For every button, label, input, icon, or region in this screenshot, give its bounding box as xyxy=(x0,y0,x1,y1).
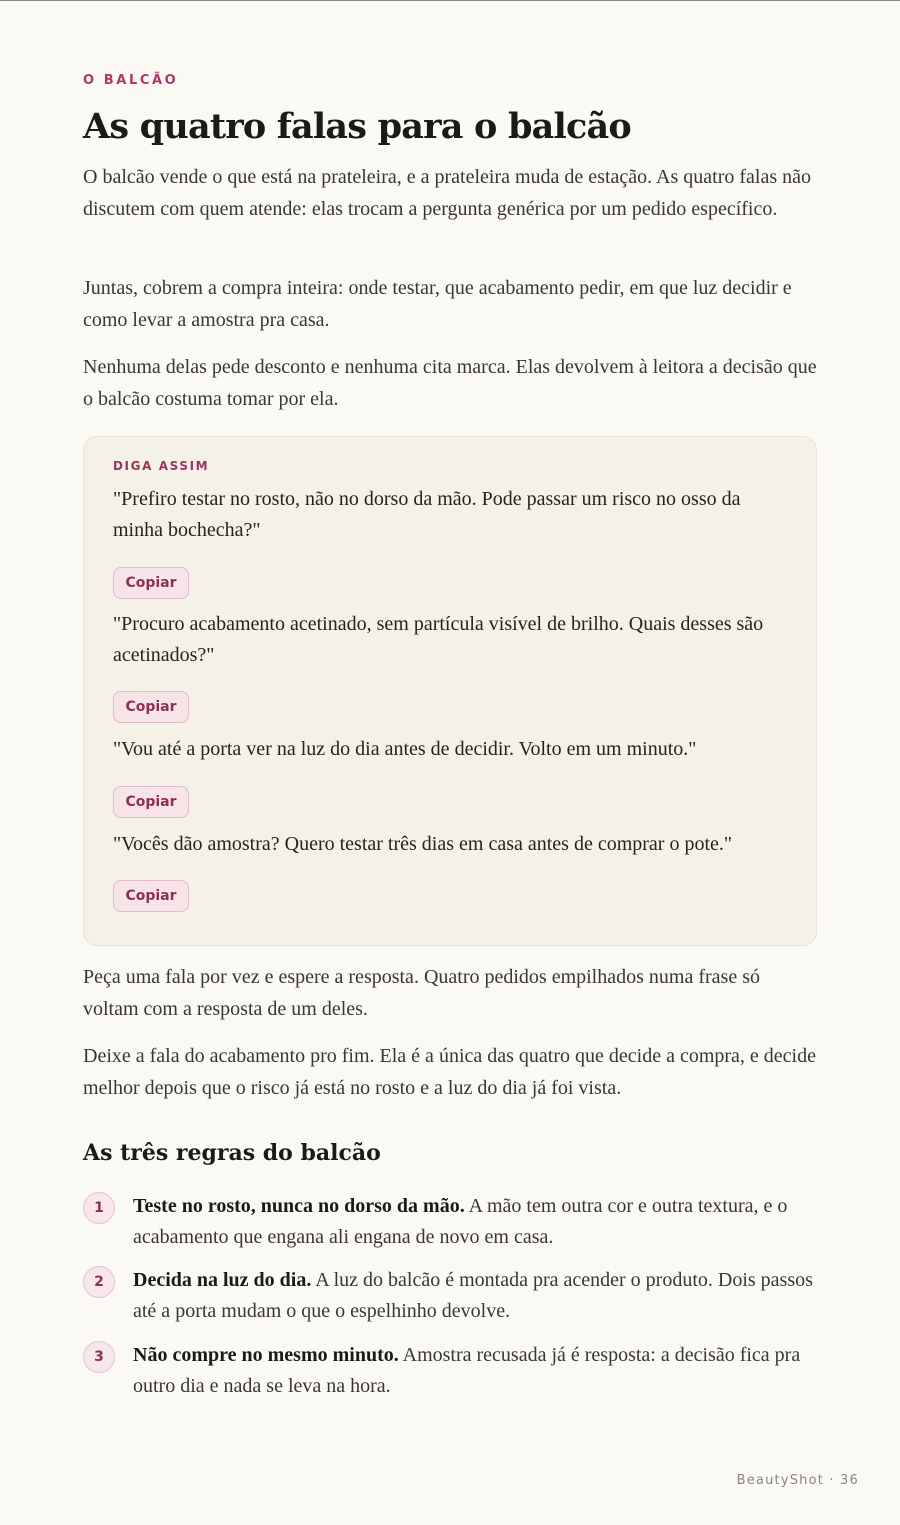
rule-number-badge: 1 xyxy=(83,1192,115,1224)
rule-title: Não compre no mesmo minuto. xyxy=(133,1344,399,1366)
rule-number-badge: 2 xyxy=(83,1266,115,1298)
rule-body: Amostra recusada já é resposta: a decisão fica pra outro dia e nada se leva na hora. xyxy=(133,1344,801,1397)
copy-button[interactable]: Copiar xyxy=(113,880,189,912)
body-paragraph: Peça uma fala por vez e espere a resposta. Quatro pedidos empilhados numa frase só voltam com a resposta de um deles. xyxy=(83,966,760,1020)
rules-heading: As três regras do balcão xyxy=(83,1140,381,1166)
phrase-text: "Vou até a porta ver na luz do dia antes de decidir. Volto em um minuto." xyxy=(113,738,697,760)
copy-button[interactable]: Copiar xyxy=(113,567,189,599)
say-this-callout xyxy=(83,436,817,946)
rule-text xyxy=(133,1265,817,1327)
top-border xyxy=(0,0,900,1)
phrase-text: "Vocês dão amostra? Quero testar três dias em casa antes de comprar o pote." xyxy=(113,833,733,855)
phrase-text: "Procuro acabamento acetinado, sem partícula visível de brilho. Quais desses são acetinados?" xyxy=(113,613,764,666)
rule-number-badge: 3 xyxy=(83,1341,115,1373)
callout-label: DIGA ASSIM xyxy=(113,459,210,473)
rule-title: Teste no rosto, nunca no dorso da mão. xyxy=(133,1195,465,1217)
section-eyebrow: O BALCÃO xyxy=(83,73,179,88)
rule-body: A mão tem outra cor e outra textura, e o acabamento que engana ali engana de novo em casa. xyxy=(133,1195,788,1248)
page-title: As quatro falas para o balcão xyxy=(83,106,631,147)
intro-paragraph: O balcão vende o que está na prateleira, e a prateleira muda de estação. As quatro falas não discutem com quem atende: elas trocam a pergunta genérica por um pedido específico. xyxy=(83,166,811,220)
rule-text xyxy=(133,1340,817,1402)
rule-body: A luz do balcão é montada pra acender o produto. Dois passos até a porta mudam o que o espelhinho devolve. xyxy=(133,1269,813,1322)
rule-title: Decida na luz do dia. xyxy=(133,1269,312,1291)
phrase-text: "Prefiro testar no rosto, não no dorso da mão. Pode passar um risco no osso da minha bochecha?" xyxy=(113,488,741,541)
copy-button[interactable]: Copiar xyxy=(113,786,189,818)
intro-paragraph: Juntas, cobrem a compra inteira: onde testar, que acabamento pedir, em que luz decidir e como levar a amostra pra casa. xyxy=(83,277,792,331)
body-paragraph: Deixe a fala do acabamento pro fim. Ela é a única das quatro que decide a compra, e decide melhor depois que o risco já está no rosto e a luz do dia já foi vista. xyxy=(83,1045,816,1099)
page-footer: BeautyShot · 36 xyxy=(736,1473,859,1488)
rule-text xyxy=(133,1191,817,1253)
copy-button[interactable]: Copiar xyxy=(113,691,189,723)
intro-paragraph: Nenhuma delas pede desconto e nenhuma cita marca. Elas devolvem à leitora a decisão que o balcão costuma tomar por ela. xyxy=(83,356,817,410)
